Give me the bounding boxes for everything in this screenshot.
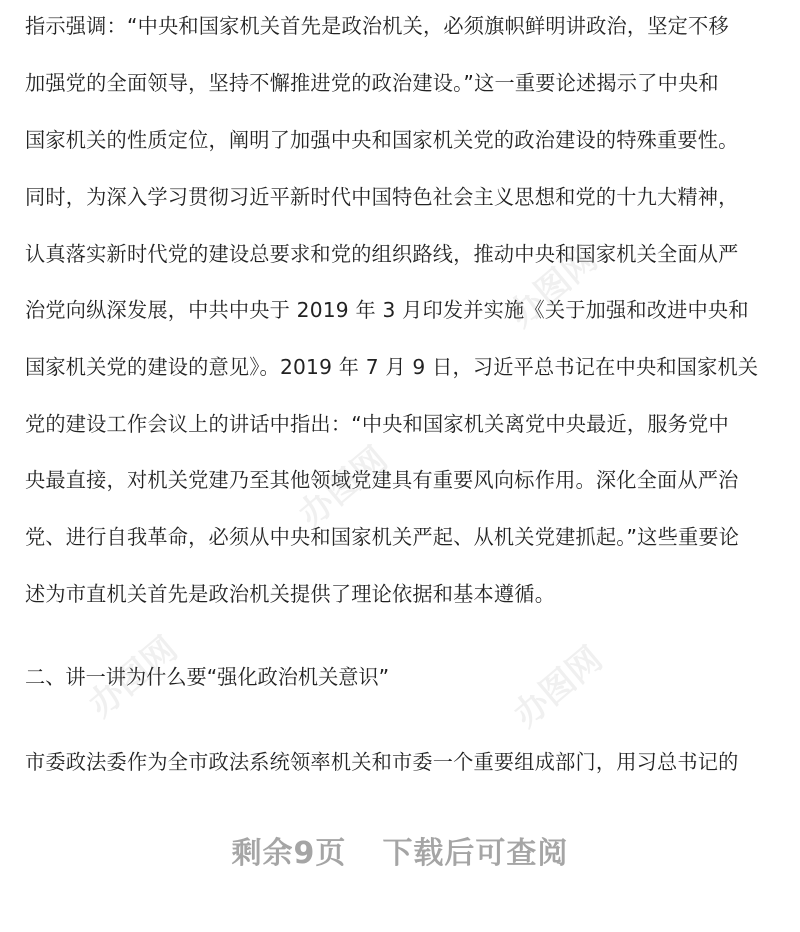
download-to-view-label: 下载后可查阅 <box>382 836 569 871</box>
paragraph-line: 指示强调：“中央和国家机关首先是政治机关，必须旗帜鲜明讲政治，坚定不移 <box>25 14 729 38</box>
paragraph-line: 市委政法委作为全市政法系统领率机关和市委一个重要组成部门，用习总书记的 <box>25 750 739 774</box>
paragraph-line: 加强党的全面领导，坚持不懈推进党的政治建设。”这一重要论述揭示了中央和 <box>25 71 719 95</box>
paragraph-line: 同时，为深入学习贯彻习近平新时代中国特色社会主义思想和党的十九大精神， <box>25 185 739 209</box>
paragraph-line: 国家机关党的建设的意见》。2019 年 7 月 9 日，习近平总书记在中央和国家机关 <box>25 355 759 379</box>
section-heading: 二、讲一讲为什么要“强化政治机关意识” <box>25 665 390 689</box>
paragraph-line: 治党向纵深发展，中共中央于 2019 年 3 月印发并实施《关于加强和改进中央和 <box>25 298 749 322</box>
watermark: 办图网 <box>501 239 606 336</box>
paragraph-line: 认真落实新时代党的建设总要求和党的组织路线，推动中央和国家机关全面从严 <box>25 242 739 266</box>
watermark: 办图网 <box>291 439 396 536</box>
paragraph-line: 述为市直机关首先是政治机关提供了理论依据和基本遵循。 <box>25 582 556 606</box>
paragraph-line: 党、进行自我革命，必须从中央和国家机关严起、从机关党建抓起。”这些重要论 <box>25 525 740 549</box>
paragraph-line: 央最直接，对机关党建乃至其他领域党建具有重要风向标作用。深化全面从严治 <box>25 468 739 492</box>
watermark: 办图网 <box>506 639 611 736</box>
paragraph-line: 党的建设工作会议上的讲话中指出：“中央和国家机关离党中央最近，服务党中 <box>25 412 729 436</box>
remaining-pages-label: 剩余9页 <box>231 836 347 871</box>
download-prompt-banner[interactable] <box>0 834 800 874</box>
paragraph-line: 国家机关的性质定位，阐明了加强中央和国家机关党的政治建设的特殊重要性。 <box>25 128 739 152</box>
watermark: 办图网 <box>81 629 186 726</box>
